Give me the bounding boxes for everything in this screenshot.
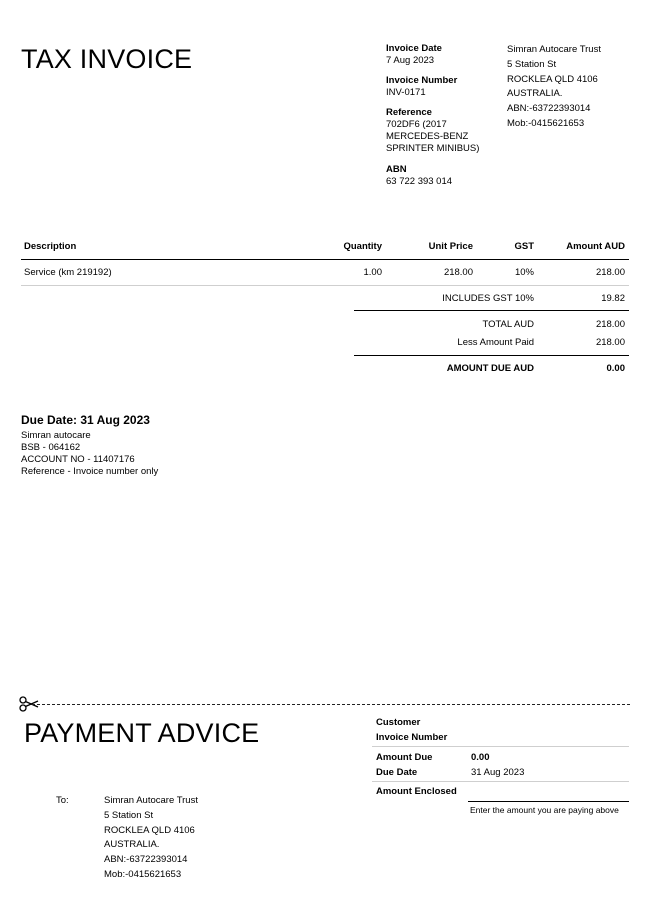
total-value: 218.00: [595, 319, 625, 330]
row-amount: 218.00: [595, 267, 625, 278]
payment-detail-line: Reference - Invoice number only: [21, 466, 159, 477]
invoice-number-value: INV-0171: [386, 87, 426, 98]
amount-enclosed-field[interactable]: [468, 801, 629, 802]
invoice-number-label: Invoice Number: [386, 75, 458, 86]
invoice-date-value: 7 Aug 2023: [386, 55, 435, 66]
supplier-address: [507, 43, 601, 132]
supplier-line: AUSTRALIA.: [507, 88, 563, 100]
amount-due-label: AMOUNT DUE AUD: [446, 363, 534, 374]
row-quantity: 1.00: [363, 267, 382, 278]
row-divider: [21, 285, 629, 286]
advice-divider: [372, 746, 629, 747]
advice-due-date-label: Due Date: [376, 767, 418, 778]
amount-due-value: 0.00: [606, 363, 625, 374]
payment-details: [21, 430, 158, 478]
row-unit-price: 218.00: [443, 267, 473, 278]
includes-gst-label: INCLUDES GST 10%: [442, 293, 534, 304]
invoice-date-label: Invoice Date: [386, 43, 442, 54]
col-header-quantity: Quantity: [343, 241, 382, 252]
supplier-line: ROCKLEA QLD 4106: [507, 73, 598, 85]
invoice-meta: [386, 43, 526, 188]
total-label: TOTAL AUD: [482, 319, 534, 330]
supplier-line: 5 Station St: [507, 58, 557, 70]
remit-to-address: [104, 794, 198, 883]
remit-line: Mob:-0415621653: [104, 868, 182, 880]
row-description: Service (km 219192): [24, 267, 112, 278]
advice-divider: [372, 781, 629, 782]
col-header-amount: Amount AUD: [566, 241, 625, 252]
reference-line-2: MERCEDES-BENZ: [386, 131, 469, 142]
cut-line: [32, 704, 630, 705]
payment-detail-line: Simran autocare: [21, 430, 91, 441]
amount-paid-label: Less Amount Paid: [457, 337, 534, 348]
remit-line: ROCKLEA QLD 4106: [104, 824, 195, 836]
remit-line: AUSTRALIA.: [104, 839, 160, 851]
table-header-divider: [21, 259, 629, 260]
reference-line-3: SPRINTER MINIBUS): [386, 143, 480, 154]
remit-line: ABN:-63722393014: [104, 854, 188, 866]
amount-paid-value: 218.00: [595, 337, 625, 348]
reference-label: Reference: [386, 107, 432, 118]
subtotal-divider: [354, 310, 629, 311]
remit-line: 5 Station St: [104, 809, 154, 821]
payment-detail-line: BSB - 064162: [21, 442, 81, 453]
customer-label: Customer: [376, 717, 421, 728]
due-divider: [354, 355, 629, 356]
remit-line: Simran Autocare Trust: [104, 795, 198, 806]
row-gst: 10%: [514, 267, 534, 278]
payment-detail-line: ACCOUNT NO - 11407176: [21, 454, 135, 465]
reference-line-1: 702DF6 (2017: [386, 119, 447, 130]
includes-gst-value: 19.82: [601, 293, 625, 304]
col-header-description: Description: [24, 241, 77, 252]
payment-advice-title: PAYMENT ADVICE: [24, 718, 260, 748]
advice-due-date-value: 31 Aug 2023: [471, 767, 525, 778]
col-header-gst: GST: [514, 241, 534, 252]
amount-enclosed-label: Amount Enclosed: [376, 786, 457, 797]
due-date-heading: Due Date: 31 Aug 2023: [21, 413, 150, 427]
abn-value: 63 722 393 014: [386, 176, 453, 187]
advice-invoice-number-label: Invoice Number: [376, 732, 448, 743]
supplier-line: Simran Autocare Trust: [507, 44, 601, 55]
to-label: To:: [56, 795, 69, 806]
amount-enclosed-hint: Enter the amount you are paying above: [470, 805, 619, 815]
abn-label: ABN: [386, 164, 407, 175]
col-header-unit-price: Unit Price: [428, 241, 473, 252]
advice-amount-due-value: 0.00: [471, 752, 490, 763]
supplier-line: Mob:-0415621653: [507, 117, 585, 129]
advice-amount-due-label: Amount Due: [376, 752, 433, 763]
supplier-line: ABN:-63722393014: [507, 103, 591, 115]
invoice-title: TAX INVOICE: [21, 44, 193, 74]
